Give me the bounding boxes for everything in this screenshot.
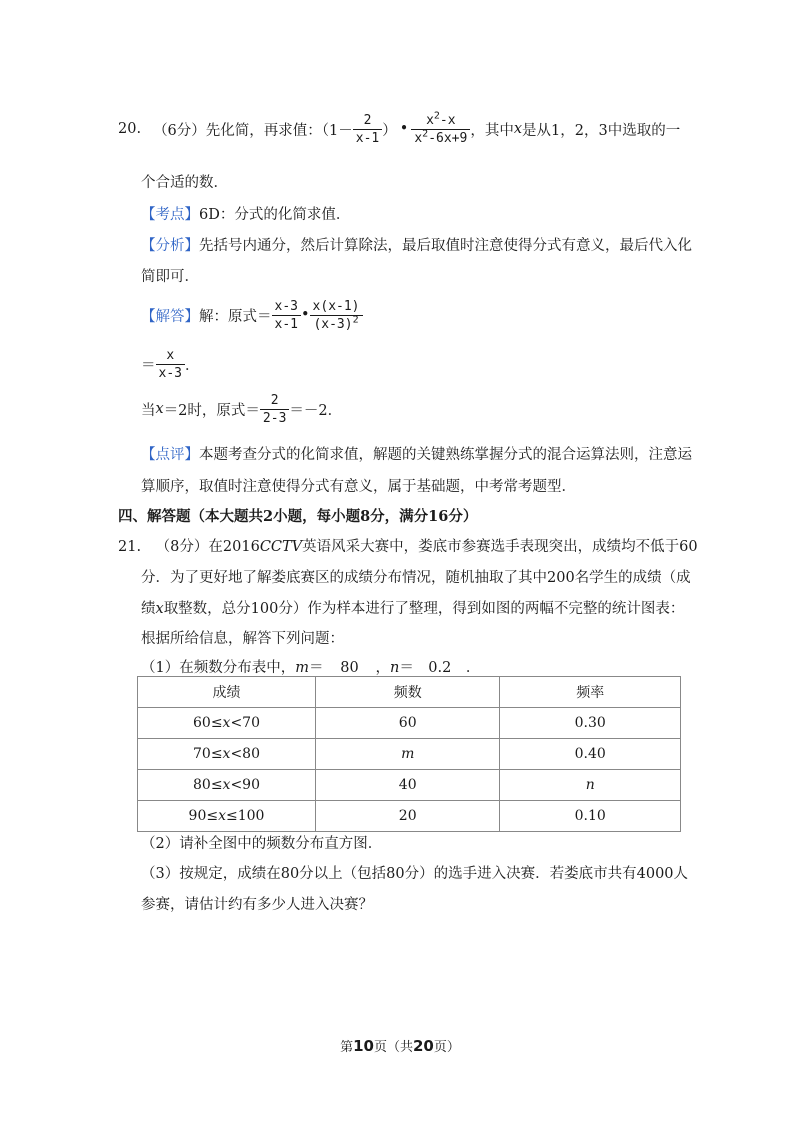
table-cell-range: 70≤x<80 xyxy=(138,739,316,770)
fraction-1 xyxy=(353,113,382,146)
fenxi-tag: 【分析】 xyxy=(141,238,199,254)
q20-line2: 个合适的数． xyxy=(141,175,228,191)
table-cell-frequency: 60 xyxy=(316,708,500,739)
fraction-2 xyxy=(411,110,470,146)
kaodian-tag: 【考点】 xyxy=(141,207,199,223)
table-cell-range: 90≤x≤100 xyxy=(138,801,316,832)
step1-fraction-1: $\frac{x-3}{x-1}$ xyxy=(272,299,301,332)
fenxi-line-1 xyxy=(141,234,692,255)
kaodian-text: 6D：分式的化简求值． xyxy=(199,207,351,223)
question-text: ，其中 xyxy=(470,122,514,139)
q21-line1: 21. （8分）在2016CCTV英语风采大赛中，娄底市参赛选手表现突出，成绩均不低于60 xyxy=(118,539,698,555)
table-cell-range: 80≤x<90 xyxy=(138,770,316,801)
sub-question-2: （2）请补全图中的频数分布直方图． xyxy=(141,836,383,852)
sub-question-3-line-2: 参赛，请估计约有多少人进入决赛？ xyxy=(141,897,373,913)
q21-line2: 分．为了更好地了解娄底赛区的成绩分布情况，随机抽取了其中200名学生的成绩（成 xyxy=(141,570,691,586)
jieda-tag: 【解答】 xyxy=(141,308,199,325)
table-header: 频数 xyxy=(316,677,500,708)
sub-question-1: （1）在频数分布表中，m＝ 80 ，n＝ 0.2 ． xyxy=(141,660,481,676)
q20-line1 xyxy=(118,106,680,152)
table-cell-rate: 0.40 xyxy=(500,739,681,770)
table-cell-frequency: 20 xyxy=(316,801,500,832)
table-cell-frequency: m xyxy=(316,739,500,770)
table-cell-rate: 0.10 xyxy=(500,801,681,832)
question-score: （8分） xyxy=(155,539,209,555)
frequency-table xyxy=(137,676,681,832)
question-text-tail: 是从1，2，3中选取的一 xyxy=(522,122,681,139)
dianping-line-1: 【点评】本题考查分式的化简求值，解题的关键熟练掌握分式的混合运算法则，注意运 xyxy=(141,447,692,463)
fenxi-text: 先括号内通分，然后计算除法，最后取值时注意使得分式有意义，最后代入化 xyxy=(199,238,692,254)
answer-blank-m: 80 xyxy=(323,660,375,677)
table-cell-rate: n xyxy=(500,770,681,801)
fenxi-line-2: 简即可． xyxy=(141,269,199,285)
variable-x: x xyxy=(155,401,164,417)
table-cell-frequency: 40 xyxy=(316,770,500,801)
answer-blank-n: 0.2 xyxy=(414,660,466,677)
step1-fraction-2: $\frac{x(x-1)}{(x-3)^2}$ xyxy=(310,299,363,332)
table-header-row xyxy=(138,677,681,708)
total-page-number: 20 xyxy=(413,1037,434,1055)
table-header: 频率 xyxy=(500,677,681,708)
step2-fraction: $\frac{x}{x-3}$ xyxy=(156,348,185,381)
table-row xyxy=(138,770,681,801)
question-number: 21. xyxy=(118,539,142,555)
jieda-line xyxy=(141,292,363,338)
variable-x: x xyxy=(513,121,523,137)
q21-line4: 根据所给信息，解答下列问题： xyxy=(141,631,344,647)
table-row xyxy=(138,801,681,832)
multiply-dot: • xyxy=(300,307,310,323)
sub-question-3-line-1: （3）按规定，成绩在80分以上（包括80分）的选手进入决赛．若娄底市共有4000人 xyxy=(141,866,689,882)
step3-line: 当 x ＝2时，原式＝ $\frac{2}{2-3}$ ＝－2． xyxy=(141,392,343,426)
current-page-number: 10 xyxy=(353,1037,374,1055)
step3-fraction: $\frac{2}{2-3}$ xyxy=(260,393,289,426)
question-prompt: 先化简，再求值：（1－ xyxy=(205,122,353,139)
question-score: （6分） xyxy=(153,122,206,139)
jieda-text: 解：原式＝ xyxy=(199,308,272,325)
fraction-1-denominator: x-1 xyxy=(355,130,380,146)
multiply-dot: • xyxy=(399,121,409,137)
question-number: 20. xyxy=(118,121,142,137)
table-cell-range: 60≤x<70 xyxy=(138,708,316,739)
equals: ＝ xyxy=(141,357,156,374)
fraction-1-numerator: 2 xyxy=(353,113,382,130)
dianping-tag: 【点评】 xyxy=(141,447,199,463)
table-cell-rate: 0.30 xyxy=(500,708,681,739)
fraction-2-numerator: $x^2-x$ xyxy=(411,113,470,130)
page-footer: 第10页（共20页） xyxy=(340,1037,460,1055)
table-header: 成绩 xyxy=(138,677,316,708)
section-heading: 四、解答题（本大题共2小题，每小题8分，满分16分） xyxy=(118,508,478,525)
close-paren: ） xyxy=(382,122,397,139)
q21-line3: 绩x取整数，总分100分）作为样本进行了整理，得到如图的两幅不完整的统计图表： xyxy=(141,601,685,617)
table-row xyxy=(138,739,681,770)
kaodian-line xyxy=(141,203,350,224)
table-row xyxy=(138,708,681,739)
dianping-line-2: 算顺序，取值时注意使得分式有意义，属于基础题，中考常考题型． xyxy=(141,479,576,495)
step2-line: ＝ $\frac{x}{x-3}$ ． xyxy=(141,347,200,381)
fraction-2-denominator: $x^2-6x+9$ xyxy=(414,128,468,146)
